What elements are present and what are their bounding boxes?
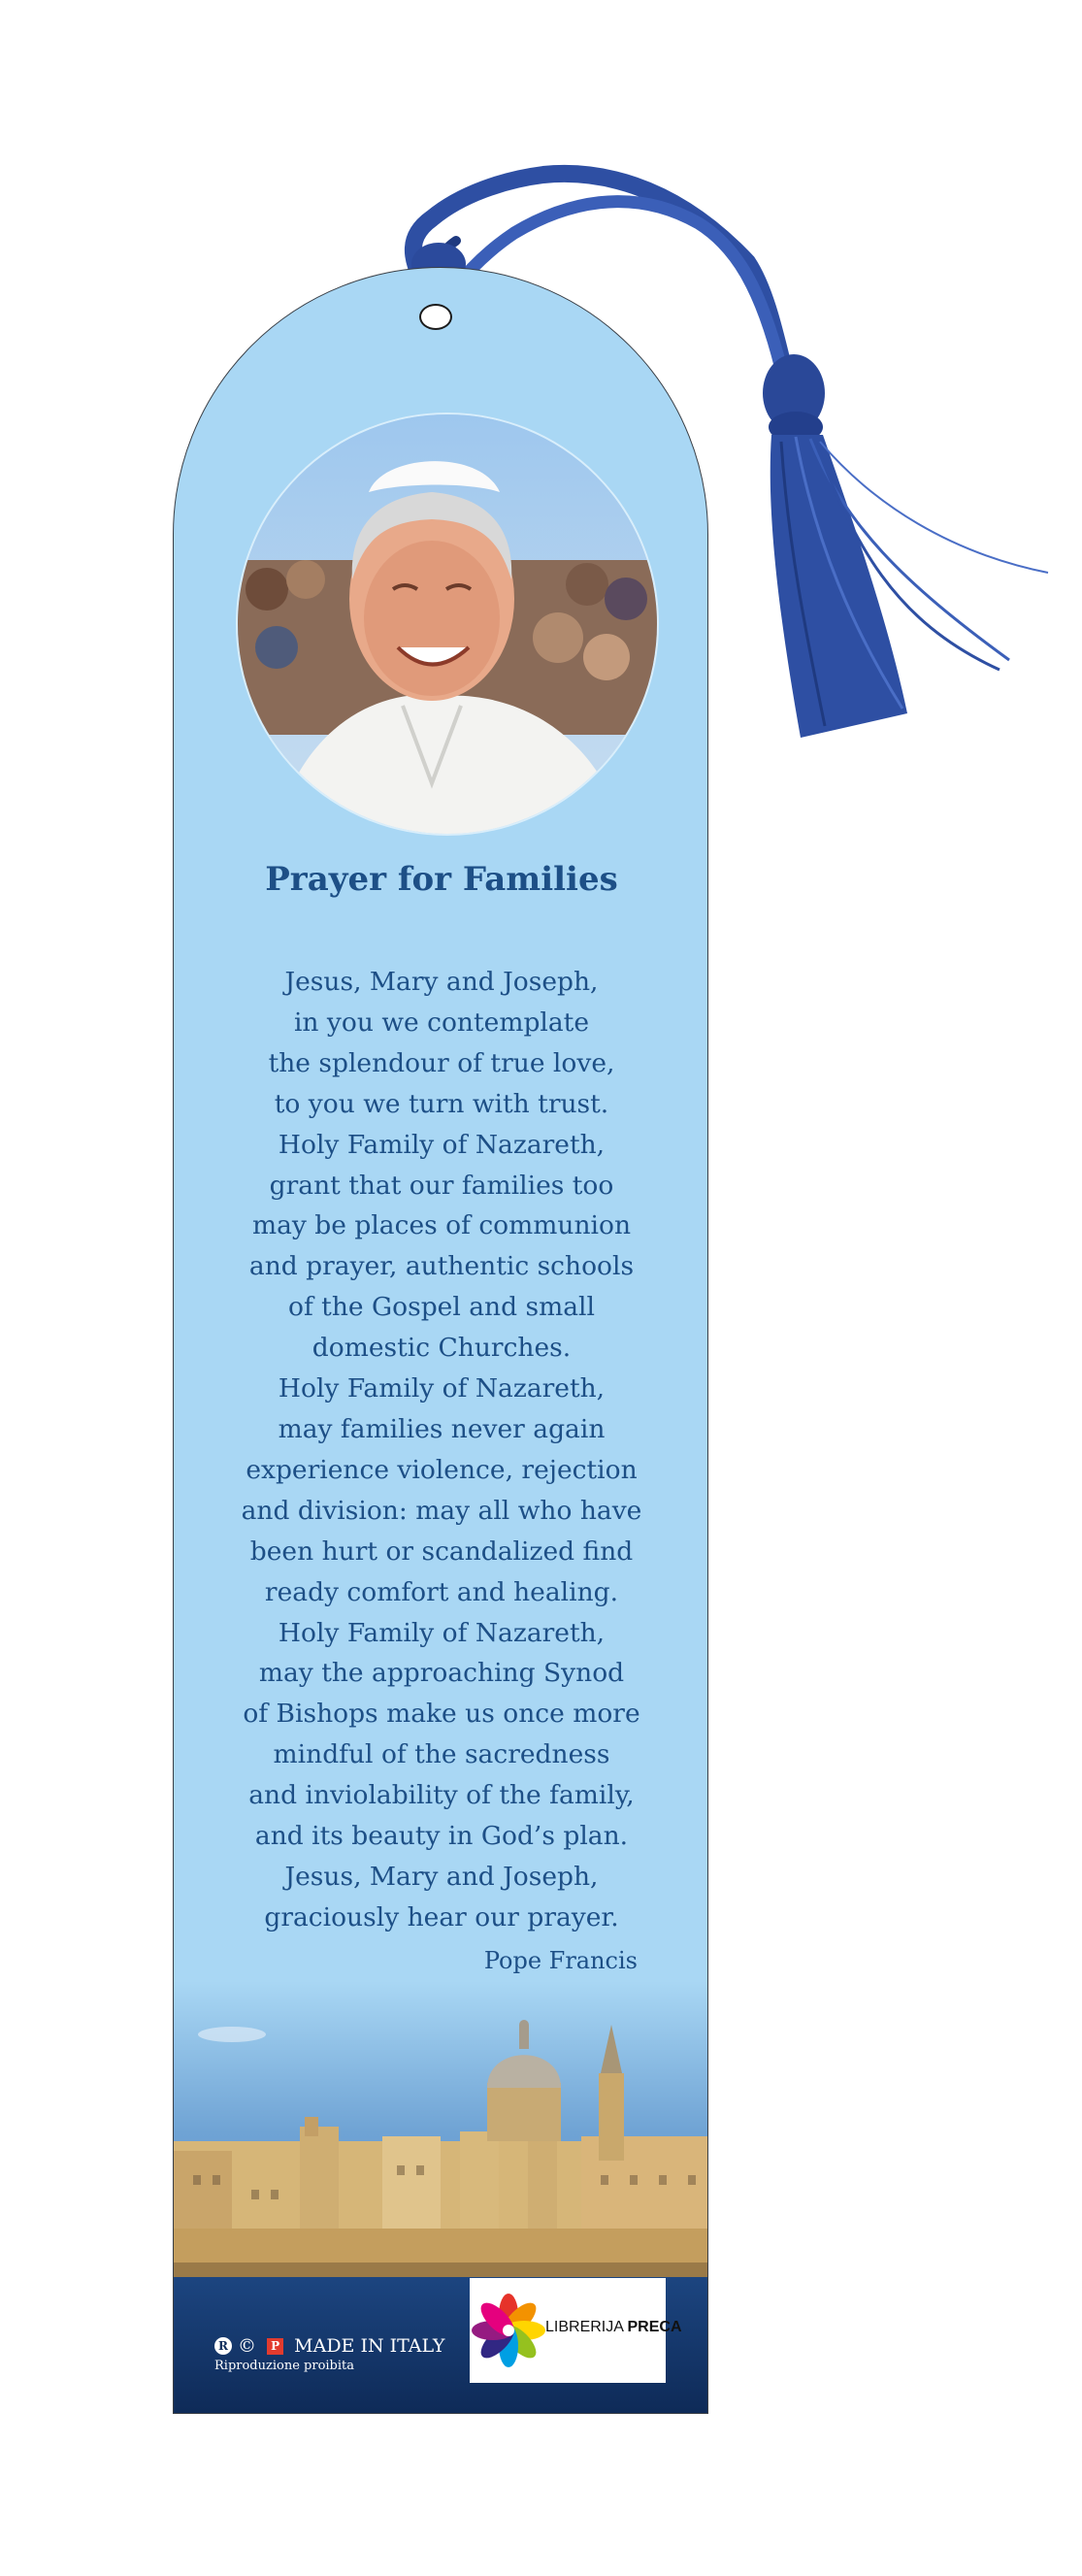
bookmark-hole [419,304,452,330]
prayer-line: been hurt or scandalized find [249,1536,634,1567]
prayer-line: grant that our families too [269,1170,614,1201]
rights-notice: Riproduzione proibita [214,2359,355,2373]
prayer-line: and its beauty in God’s plan. [254,1821,629,1852]
prayer-line: in you we contemplate [293,1007,590,1038]
publisher-name-part-1: LIBRERIJA [545,2319,624,2335]
registered-icon: R [214,2337,232,2355]
prayer-line: mindful of the sacredness [273,1739,610,1770]
prayer-line: may the approaching Synod [258,1658,625,1689]
prayer-line: and prayer, authentic schools [248,1251,635,1282]
prayer-line: Holy Family of Nazareth, [278,1373,606,1404]
prayer-author: Pope Francis [483,1947,638,1974]
prayer-line: to you we turn with trust. [274,1088,609,1119]
prayer-text [174,962,708,1938]
bookmark-card [173,267,708,2414]
copyright-icon: © [238,2335,257,2357]
prayer-line: and inviolability of the family, [248,1780,635,1811]
prayer-line: Jesus, Mary and Joseph, [284,967,599,997]
prayer-line: and division: may all who have [241,1495,642,1526]
made-in-label: MADE IN ITALY [294,2335,445,2357]
publisher-logo [470,2278,682,2383]
publisher-icon: P [267,2338,283,2355]
portrait-image [236,413,659,836]
prayer-line: domestic Churches. [311,1333,572,1364]
publisher-name [545,2319,682,2336]
legal-notice [214,2335,444,2373]
prayer-line: the splendour of true love, [268,1047,615,1078]
publisher-name-part-2: PRECA [627,2319,682,2335]
prayer-line: Holy Family of Nazareth, [278,1617,606,1648]
prayer-line: ready comfort and healing. [264,1576,619,1607]
prayer-line: experience violence, rejection [246,1454,638,1485]
prayer-line: of the Gospel and small [287,1292,595,1323]
bookmark-title: Prayer for Families [265,860,618,899]
prayer-line: graciously hear our prayer. [264,1901,619,1932]
made-in-italy-row [214,2335,444,2357]
prayer-line: may be places of communion [251,1210,632,1241]
prayer-line: Holy Family of Nazareth, [278,1129,606,1160]
prayer-line: of Bishops make us once more [243,1699,640,1730]
flower-logo-icon [470,2278,547,2383]
prayer-line: Jesus, Mary and Joseph, [284,1861,599,1892]
prayer-line: may families never again [278,1413,606,1444]
